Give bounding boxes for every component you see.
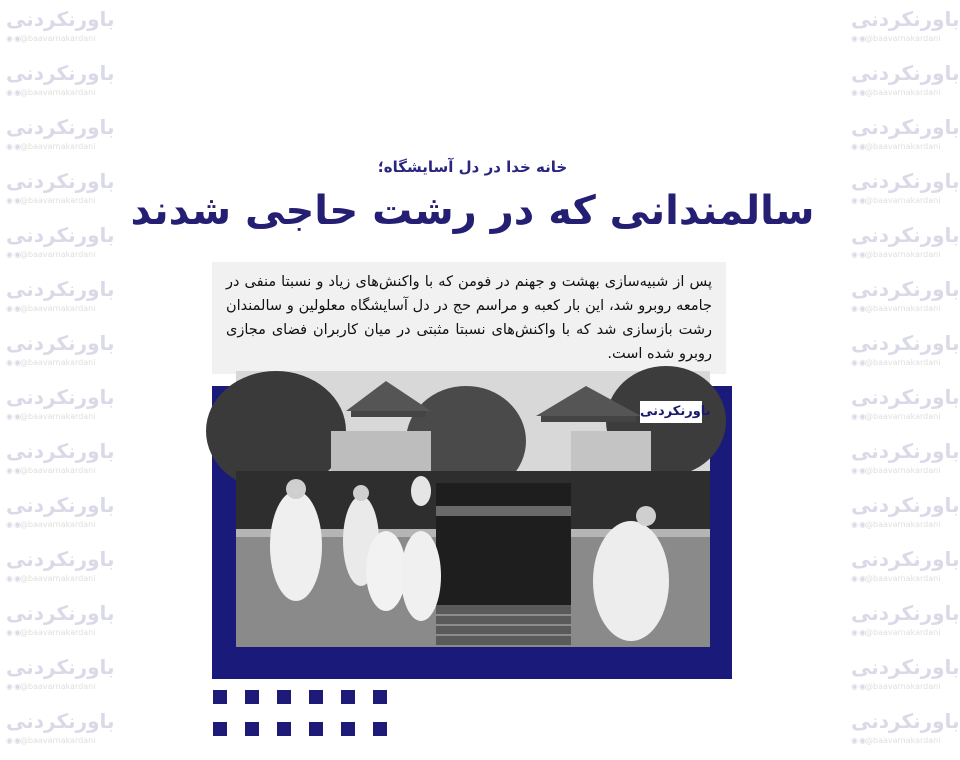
- watermark-handle: @baavarnakardani: [20, 250, 96, 259]
- watermark-logo: باورنکردنی: [6, 115, 115, 139]
- watermark-item: [6, 7, 115, 58]
- watermark-social-icons: ◉◉: [851, 304, 867, 313]
- watermark-social-icons: ◉◉: [851, 682, 867, 691]
- watermark-social-icons: ◉◉: [851, 574, 867, 583]
- watermark-logo: باورنکردنی: [851, 7, 960, 31]
- watermark-item: [6, 331, 115, 382]
- watermark-handle: @baavarnakardani: [20, 34, 96, 43]
- watermark-handle: @baavarnakardani: [20, 736, 96, 745]
- decorative-square: [245, 722, 259, 736]
- watermark-logo: باورنکردنی: [851, 331, 960, 355]
- watermark-logo: باورنکردنی: [6, 547, 115, 571]
- watermark-item: [6, 439, 115, 490]
- watermark-logo: باورنکردنی: [6, 601, 115, 625]
- watermark-social-icons: ◉◉: [6, 358, 22, 367]
- watermark-column-left: [0, 0, 115, 756]
- watermark-handle: @baavarnakardani: [865, 34, 941, 43]
- watermark-social-icons: ◉◉: [6, 196, 22, 205]
- watermark-handle: @baavarnakardani: [865, 88, 941, 97]
- watermark-logo: باورنکردنی: [851, 277, 960, 301]
- watermark-logo: باورنکردنی: [851, 61, 960, 85]
- watermark-handle: @baavarnakardani: [20, 574, 96, 583]
- watermark-item: [6, 61, 115, 112]
- watermark-logo: باورنکردنی: [6, 61, 115, 85]
- watermark-logo: باورنکردنی: [6, 655, 115, 679]
- watermark-logo: باورنکردنی: [851, 115, 960, 139]
- watermark-item: [851, 601, 960, 652]
- watermark-handle: @baavarnakardani: [865, 466, 941, 475]
- watermark-social-icons: ◉◉: [851, 520, 867, 529]
- watermark-item: [6, 493, 115, 544]
- watermark-logo: باورنکردنی: [851, 547, 960, 571]
- watermark-handle: @baavarnakardani: [865, 250, 941, 259]
- watermark-item: [851, 385, 960, 436]
- watermark-item: [6, 385, 115, 436]
- watermark-handle: @baavarnakardani: [865, 520, 941, 529]
- decorative-square: [309, 722, 323, 736]
- watermark-logo: باورنکردنی: [6, 277, 115, 301]
- decorative-square: [373, 722, 387, 736]
- watermark-logo: باورنکردنی: [851, 493, 960, 517]
- watermark-logo: باورنکردنی: [6, 169, 115, 193]
- watermark-social-icons: ◉◉: [6, 142, 22, 151]
- watermark-handle: @baavarnakardani: [20, 88, 96, 97]
- decorative-square: [213, 722, 227, 736]
- watermark-item: [851, 493, 960, 544]
- watermark-handle: @baavarnakardani: [20, 628, 96, 637]
- watermark-handle: @baavarnakardani: [865, 628, 941, 637]
- watermark-handle: @baavarnakardani: [20, 304, 96, 313]
- watermark-social-icons: ◉◉: [851, 736, 867, 745]
- watermark-handle: @baavarnakardani: [865, 358, 941, 367]
- article-summary: پس از شبیه‌سازی بهشت و جهنم در فومن که با واکنش‌های زیاد و نسبتا منفی در جامعه روبرو شد، این بار کعبه و مراسم حج در دل آسایشگاه معلولین و سالمندان رشت بازسازی شد که با واکنش‌های نسبتا مثبتی در میان کاربران فضای مجازی روبرو شده است.: [212, 262, 726, 374]
- watermark-social-icons: ◉◉: [851, 628, 867, 637]
- watermark-logo: باورنکردنی: [6, 493, 115, 517]
- watermark-social-icons: ◉◉: [6, 34, 22, 43]
- watermark-item: [851, 547, 960, 598]
- watermark-social-icons: ◉◉: [6, 736, 22, 745]
- watermark-item: [851, 7, 960, 58]
- watermark-social-icons: ◉◉: [6, 466, 22, 475]
- decorative-square: [277, 690, 291, 704]
- watermark-column-right: [845, 0, 960, 756]
- watermark-social-icons: ◉◉: [6, 682, 22, 691]
- decorative-square: [277, 722, 291, 736]
- watermark-handle: @baavarnakardani: [865, 142, 941, 151]
- decorative-square: [245, 690, 259, 704]
- watermark-logo: باورنکردنی: [851, 169, 960, 193]
- watermark-social-icons: ◉◉: [851, 142, 867, 151]
- watermark-social-icons: ◉◉: [6, 304, 22, 313]
- watermark-handle: @baavarnakardani: [20, 682, 96, 691]
- watermark-social-icons: ◉◉: [6, 250, 22, 259]
- watermark-social-icons: ◉◉: [6, 520, 22, 529]
- watermark-social-icons: ◉◉: [851, 196, 867, 205]
- watermark-social-icons: ◉◉: [851, 88, 867, 97]
- watermark-handle: @baavarnakardani: [865, 736, 941, 745]
- watermark-logo: باورنکردنی: [6, 223, 115, 247]
- watermark-handle: @baavarnakardani: [20, 196, 96, 205]
- article-title: سالمندانی که در رشت حاجی شدند: [130, 188, 815, 234]
- watermark-handle: @baavarnakardani: [20, 358, 96, 367]
- watermark-item: [6, 547, 115, 598]
- watermark-logo: باورنکردنی: [851, 709, 960, 733]
- watermark-logo: باورنکردنی: [851, 385, 960, 409]
- watermark-item: [851, 439, 960, 490]
- watermark-logo: باورنکردنی: [851, 223, 960, 247]
- watermark-social-icons: ◉◉: [851, 466, 867, 475]
- watermark-item: [851, 655, 960, 706]
- photo-illustration: [236, 371, 710, 647]
- watermark-social-icons: ◉◉: [851, 250, 867, 259]
- watermark-item: [6, 655, 115, 706]
- watermark-logo: باورنکردنی: [6, 709, 115, 733]
- article-kicker: خانه خدا در دل آسایشگاه؛: [377, 158, 568, 176]
- watermark-handle: @baavarnakardani: [865, 574, 941, 583]
- watermark-item: [851, 277, 960, 328]
- watermark-social-icons: ◉◉: [6, 88, 22, 97]
- watermark-logo: باورنکردنی: [851, 655, 960, 679]
- watermark-logo: باورنکردنی: [851, 601, 960, 625]
- watermark-handle: @baavarnakardani: [865, 304, 941, 313]
- decorative-square: [309, 690, 323, 704]
- watermark-item: [851, 61, 960, 112]
- watermark-handle: @baavarnakardani: [865, 412, 941, 421]
- watermark-logo: باورنکردنی: [6, 7, 115, 31]
- watermark-social-icons: ◉◉: [6, 412, 22, 421]
- watermark-logo: باورنکردنی: [6, 439, 115, 463]
- watermark-handle: @baavarnakardani: [20, 466, 96, 475]
- decorative-square: [213, 690, 227, 704]
- watermark-logo: باورنکردنی: [851, 439, 960, 463]
- watermark-social-icons: ◉◉: [851, 34, 867, 43]
- watermark-social-icons: ◉◉: [851, 412, 867, 421]
- watermark-logo: باورنکردنی: [6, 385, 115, 409]
- decorative-squares: [213, 690, 393, 750]
- watermark-handle: @baavarnakardani: [20, 520, 96, 529]
- watermark-handle: @baavarnakardani: [865, 196, 941, 205]
- photo-watermark-logo: باورنکردنی: [640, 401, 702, 423]
- watermark-social-icons: ◉◉: [6, 628, 22, 637]
- decorative-square: [341, 722, 355, 736]
- watermark-social-icons: ◉◉: [6, 574, 22, 583]
- decorative-square: [373, 690, 387, 704]
- watermark-handle: @baavarnakardani: [865, 682, 941, 691]
- watermark-logo: باورنکردنی: [6, 331, 115, 355]
- article-photo: [236, 371, 710, 647]
- watermark-item: [6, 709, 115, 760]
- decorative-square: [341, 690, 355, 704]
- watermark-item: [851, 331, 960, 382]
- watermark-social-icons: ◉◉: [851, 358, 867, 367]
- watermark-handle: @baavarnakardani: [20, 412, 96, 421]
- watermark-item: [6, 277, 115, 328]
- watermark-item: [851, 709, 960, 760]
- watermark-item: [6, 601, 115, 652]
- watermark-handle: @baavarnakardani: [20, 142, 96, 151]
